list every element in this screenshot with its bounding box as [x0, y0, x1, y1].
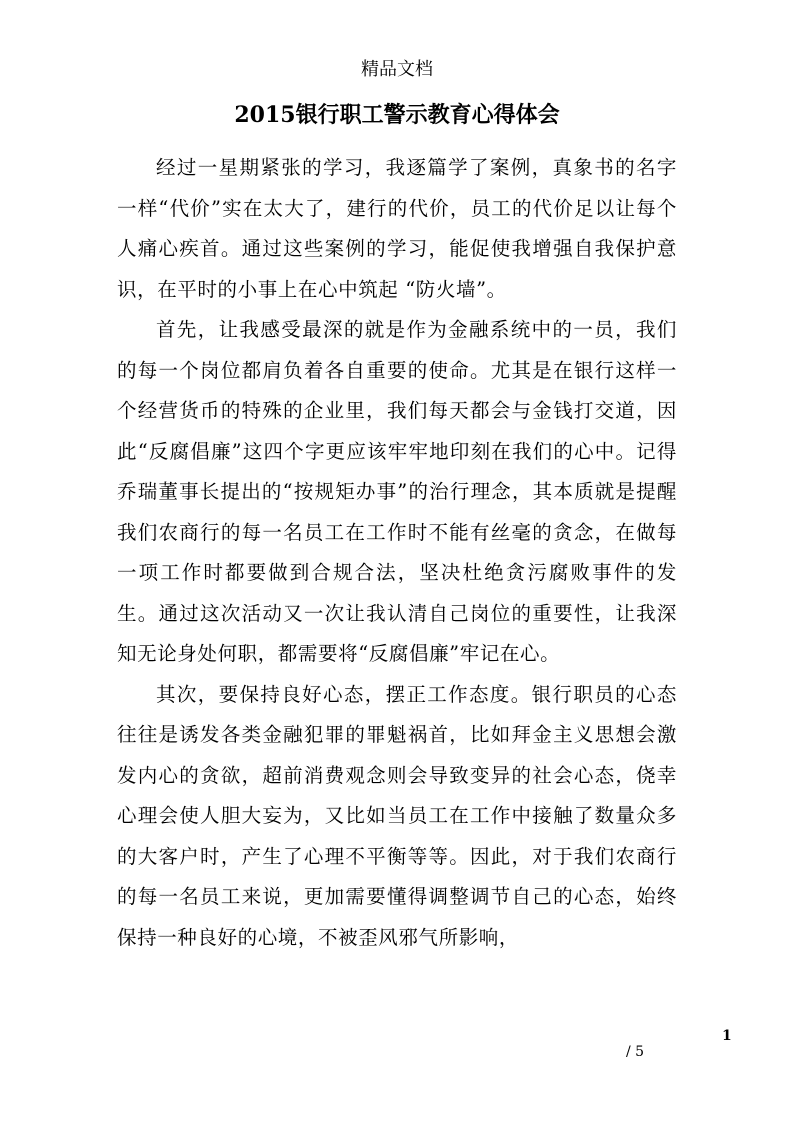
page-total: / 5: [626, 1044, 645, 1060]
paragraph: 首先，让我感受最深的就是作为金融系统中的一员，我们的每一个岗位都肩负着各自重要的使命。尤其是在银行这样一个经营货币的特殊的企业里，我们每天都会与金钱打交道，因此“反腐倡廉”这四个字更应该牢牢地印刻在我们的心中。记得乔瑞董事长提出的“按规矩办事”的治行理念，其本质就是提醒我们农商行的每一名员工在工作时不能有丝毫的贪念，在做每一项工作时都要做到合规合法，坚决杜绝贪污腐败事件的发生。通过这次活动又一次让我认清自己岗位的重要性，让我深知无论身处何职，都需要将“反腐倡廉”牢记在心。: [117, 318, 677, 665]
document-body: [117, 148, 677, 958]
paragraph: 经过一星期紧张的学习，我逐篇学了案例，真象书的名字一样“代价”实在太大了，建行的代价，员工的代价足以让每个人痛心疾首。通过这些案例的学习，能促使我增强自我保护意识，在平时的小事上在心中筑起 “防火墙”。: [117, 156, 677, 301]
document-header-label: 精品文档: [361, 59, 433, 80]
paragraph: 其次，要保持良好心态，摆正工作态度。银行职员的心态往往是诱发各类金融犯罪的罪魁祸首，比如拜金主义思想会激发内心的贪欲，超前消费观念则会导致变异的社会心态，侥幸心理会使人胆大妄为，又比如当员工在工作中接触了数量众多的大客户时，产生了心理不平衡等等。因此，对于我们农商行的每一名员工来说，更加需要懂得调整调节自己的心态，始终保持一种良好的心境，不被歪风邪气所影响，: [117, 682, 677, 949]
page-number: 1: [722, 1028, 732, 1044]
document-title: 2015银行职工警示教育心得体会: [234, 102, 560, 128]
